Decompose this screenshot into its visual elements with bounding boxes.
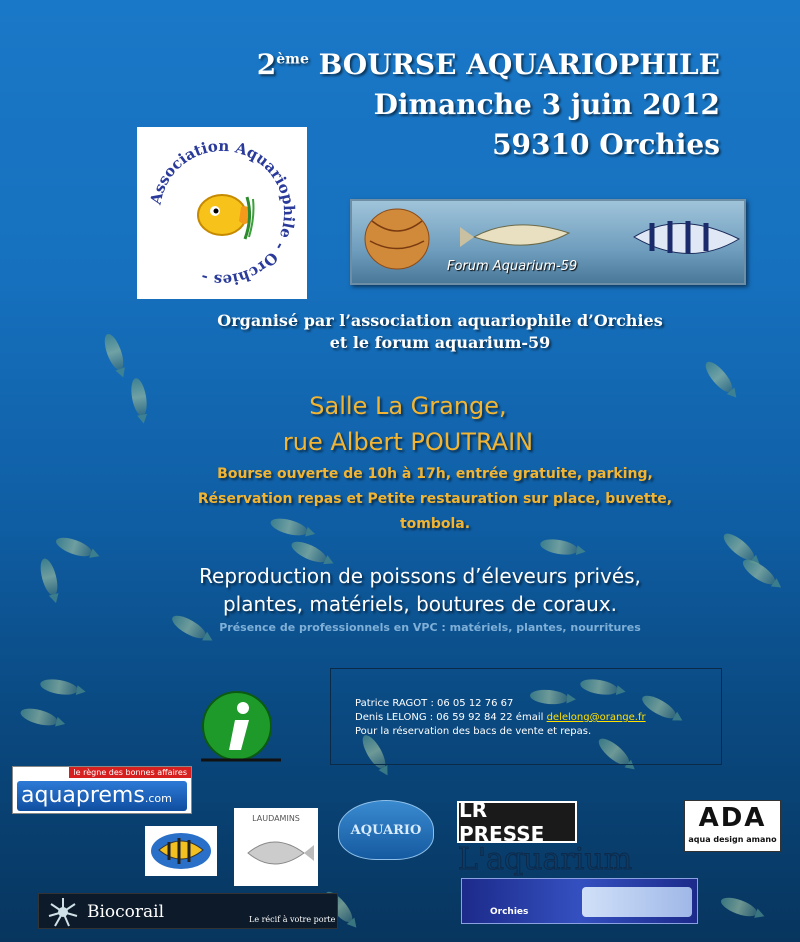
offer-line-1: Reproduction de poissons d’éleveurs privés, — [199, 564, 641, 588]
forum-aquarium-banner — [350, 199, 746, 285]
aquario-logo — [338, 800, 434, 860]
aquaprems-wordmark — [17, 781, 187, 811]
contact-email-link[interactable]: delelong@orange.fr — [546, 712, 646, 723]
details-line-1: Bourse ouverte de 10h à 17h, entrée gratuite, parking, — [217, 466, 653, 482]
association-ring-text: Association Aquariophile - Orchies - — [146, 136, 299, 290]
organizer-line-1: Organisé par l’association aquariophile d’Orchies — [217, 311, 663, 330]
lr-presse-logo — [457, 798, 577, 846]
biocorail-tagline: Le récif à votre porte — [249, 915, 336, 924]
details-text — [35, 462, 800, 537]
event-place: 59310 Orchies — [492, 128, 720, 161]
laquarium-label: L'aquarium — [458, 842, 633, 877]
offer-text — [20, 562, 800, 618]
offer-line-2: plantes, matériels, boutures de coraux. — [222, 592, 618, 616]
contact-line-2-prefix: Denis LELONG : 06 59 92 84 22 émail — [355, 712, 544, 723]
organizer-text — [40, 310, 800, 354]
contact-line-2 — [355, 711, 721, 725]
offer-line-3: Présence de professionnels en VPC : matériels, plantes, nourritures — [219, 621, 641, 634]
venue-text — [8, 388, 800, 460]
association-logo — [137, 127, 307, 299]
ada-mark: ADA — [698, 803, 767, 833]
contact-box — [330, 668, 722, 765]
forum-banner-label: Forum Aquarium-59 — [447, 259, 578, 274]
event-date: Dimanche 3 juin 2012 — [373, 88, 720, 121]
biocorail-logo — [38, 893, 338, 929]
biocorail-name: Biocorail — [87, 902, 165, 922]
details-line-3: tombola. — [399, 516, 471, 532]
info-icon — [195, 688, 285, 768]
aquaprems-tagline: le règne des bonnes affaires — [69, 767, 191, 778]
ada-logo — [684, 800, 781, 852]
venue-line-1: Salle La Grange, — [309, 392, 507, 420]
venue-line-2: rue Albert POUTRAIN — [282, 428, 534, 456]
fish-shop-logo — [145, 826, 217, 876]
organizer-line-2: et le forum aquarium-59 — [329, 333, 551, 352]
laudamins-label: LAUDAMINS — [252, 814, 300, 823]
event-title — [257, 48, 720, 81]
aquaprems-name: aquaprems — [21, 783, 145, 808]
details-line-2: Réservation repas et Petite restauration sur place, buvette, — [197, 491, 673, 507]
contact-line-3: Pour la réservation des bacs de vente et repas. — [355, 726, 592, 737]
edition-suffix: ème — [276, 51, 309, 68]
edition-number: 2 — [256, 48, 277, 81]
orchies-photo-strip — [582, 887, 692, 917]
laudamins-logo — [234, 808, 318, 886]
orchies-label: Orchies — [490, 907, 529, 917]
ada-name: aqua design amano — [688, 835, 777, 844]
association-logo-graphic — [137, 127, 307, 299]
coral-icon — [47, 896, 79, 928]
event-name: BOURSE AQUARIOPHILE — [318, 48, 720, 81]
contact-line-1: Patrice RAGOT : 06 05 12 76 67 — [355, 698, 514, 709]
aquaprems-tld: .com — [144, 792, 172, 805]
orchies-banner — [461, 878, 698, 924]
aquaprems-logo — [12, 766, 192, 814]
aquario-label: AQUARIO — [350, 822, 422, 838]
lr-presse-label: LR PRESSE — [459, 798, 545, 846]
